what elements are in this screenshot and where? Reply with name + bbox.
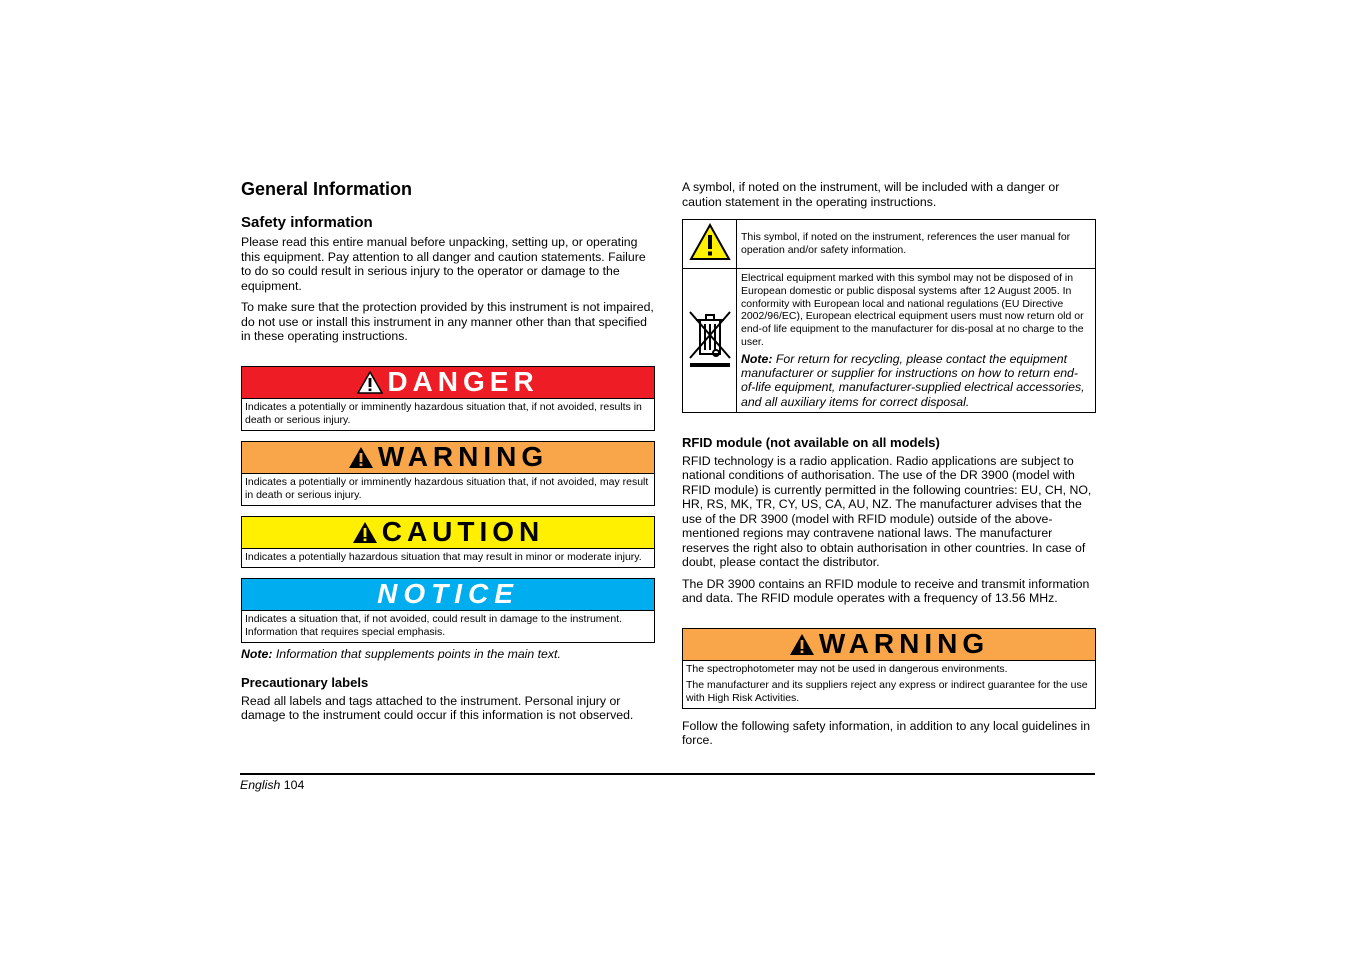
note xyxy=(241,647,655,662)
symbol-icon-cell xyxy=(683,269,737,413)
notice-label: NOTICE xyxy=(377,578,519,609)
warning-line-1: The spectrophotometer may not be used in dangerous environments. xyxy=(686,662,1008,675)
warning-banner xyxy=(683,629,1095,661)
rfid-heading: RFID module (not available on all models) xyxy=(682,434,940,450)
weee-note xyxy=(741,352,1091,409)
right-column xyxy=(682,180,1096,755)
warning-triangle-icon xyxy=(689,223,731,261)
rfid-paragraph-2: The DR 3900 contains an RFID module to receive and transmit information and data. The RFID module operates with a frequency of 13.56 MHz. xyxy=(682,576,1090,606)
weee-note-text: For return for recycling, please contact the equipment manufacturer or supplier for instructions on how to return end-of-life equipment, manufacturer-supplied electrical accessories, and all auxiliary items for correct disposal. xyxy=(741,351,1085,409)
warning-line-2: The manufacturer and its suppliers reject any express or indirect guarantee for the use with High Risk Activities. xyxy=(686,678,1088,704)
warning-text: Indicates a potentially or imminently hazardous situation that, if not avoided, may result in death or serious injury. xyxy=(245,475,649,501)
symbol-icon-cell xyxy=(683,220,737,269)
page-footer xyxy=(240,778,304,792)
warning-triangle-icon xyxy=(789,633,815,656)
danger-banner xyxy=(242,367,654,399)
left-column xyxy=(241,178,655,730)
note-label: Note: xyxy=(241,646,273,661)
symbol-row xyxy=(683,220,1096,269)
warning-triangle-icon xyxy=(357,371,383,394)
footer-divider xyxy=(240,773,1095,775)
danger-box xyxy=(241,366,655,431)
symbol-description: This symbol, if noted on the instrument, references the user manual for operation and/or safety information. xyxy=(737,220,1096,269)
safety-paragraph-1: Please read this entire manual before unpacking, setting up, or operating this equipment. Pay attention to all danger and caution statements. Failure to do so could result in serious injury to the operator or damage to the equipment. xyxy=(241,235,646,293)
danger-label: DANGER xyxy=(387,366,539,397)
caution-text: Indicates a potentially hazardous situation that may result in minor or moderate injury. xyxy=(245,550,642,563)
safety-heading: Safety information xyxy=(241,214,373,231)
follow-paragraph: Follow the following safety information, in addition to any local guidelines in force. xyxy=(682,718,1091,748)
warning-box xyxy=(241,441,655,506)
precautionary-labels-heading: Precautionary labels xyxy=(241,674,369,690)
safety-paragraph-2: To make sure that the protection provided by this instrument is not impaired, do not use or install this instrument in any manner other than that specified in these operating instructions. xyxy=(241,300,654,343)
caution-label: CAUTION xyxy=(381,516,545,547)
notice-banner xyxy=(242,579,654,611)
page-title: General Information xyxy=(241,179,413,199)
footer-language: English xyxy=(240,778,281,792)
warning-banner xyxy=(242,442,654,474)
note-text: Information that supplements points in the main text. xyxy=(275,646,561,661)
notice-text: Indicates a situation that, if not avoided, could result in damage to the instrument. Information that requires special emphasis. xyxy=(245,612,623,638)
page-number: 104 xyxy=(283,778,305,792)
warning-label: WARNING xyxy=(377,441,549,472)
danger-text: Indicates a potentially or imminently hazardous situation that, if not avoided, results in death or serious injury. xyxy=(245,400,642,426)
caution-banner xyxy=(242,517,654,549)
crossed-bin-icon xyxy=(686,308,734,370)
warning-text xyxy=(683,661,1095,708)
rfid-paragraph-1: RFID technology is a radio application. Radio applications are subject to national conditions of authorisation. The use of the DR 3900 (model with RFID module) is currently permitted in the following countries: EU, CH, NO, HR, RS, MK, TR, CY, US, CA, AU, NZ. The manufacturer advises that the use of the DR 3900 (model with RFID module) outside of the above-mentioned regions may contravene national laws. The manufacturer reserves the right also to obtain authorisation in other countries. In case of doubt, please contact the distributor. xyxy=(682,453,1092,570)
warning-box-2 xyxy=(682,628,1096,709)
symbol-table xyxy=(682,219,1096,413)
symbol-row xyxy=(683,269,1096,413)
notice-box xyxy=(241,578,655,643)
warning-triangle-icon xyxy=(348,446,374,469)
symbol-description xyxy=(737,269,1096,413)
caution-box xyxy=(241,516,655,568)
symbol-intro: A symbol, if noted on the instrument, will be included with a danger or caution statement in the operating instructions. xyxy=(682,180,1060,209)
weee-note-label: Note: xyxy=(741,351,773,366)
weee-text: Electrical equipment marked with this symbol may not be disposed of in European domestic or public disposal systems after 12 August 2005. In conformity with European local and national regulations (EU Directive 2002/96/EC), European electrical equipment users must now return old or end-of life equipment to the manufacturer for dis-posal at no charge to the user. xyxy=(741,272,1084,348)
warning-label: WARNING xyxy=(818,628,990,660)
warning-triangle-icon xyxy=(352,521,378,544)
precautionary-labels-paragraph: Read all labels and tags attached to the instrument. Personal injury or damage to the instrument could occur if this information is not observed. xyxy=(241,693,634,722)
